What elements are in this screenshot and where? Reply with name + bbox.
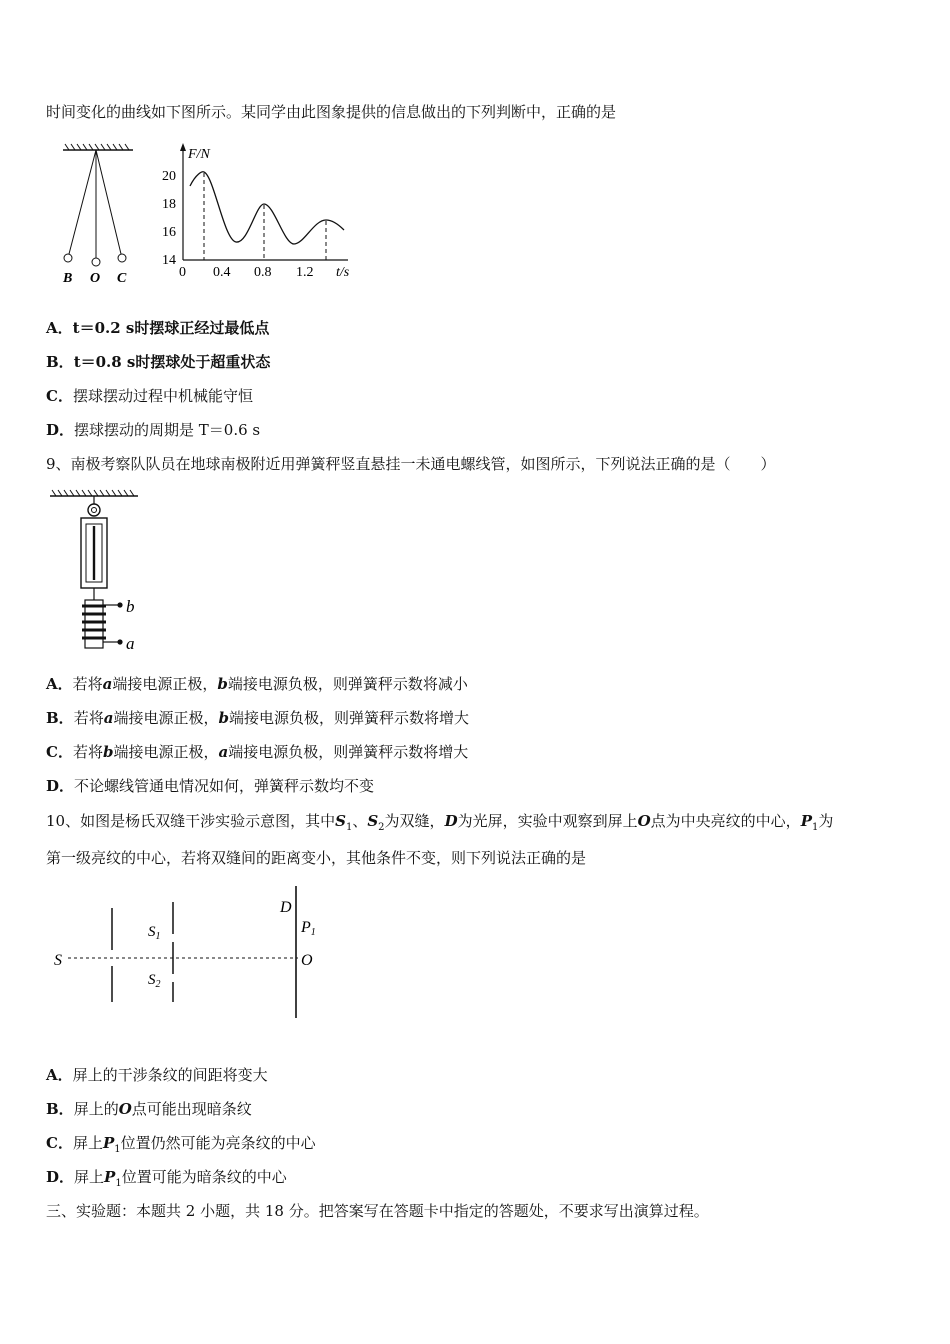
- p1-label: P1: [301, 919, 316, 938]
- q8-option-b[interactable]: B．t＝0.8 s时摆球处于超重状态: [46, 353, 271, 371]
- question-10-stem-line-2: 第一级亮纹的中心，若将双缝间的距离变小，其他条件不变，则下列说法正确的是: [46, 849, 587, 867]
- label-b: B: [63, 271, 73, 286]
- x-tick-0.4: 0.4: [213, 265, 231, 280]
- force-curve: [190, 172, 344, 244]
- slit-s1-label: $S_1$: [148, 924, 161, 942]
- q10-option-b[interactable]: B．屏上的O点可能出现暗条纹: [46, 1100, 252, 1118]
- q9-option-b[interactable]: B．若将a端接电源正极，b端接电源负极，则弹簧秤示数将增大: [46, 709, 469, 727]
- o-label: O: [301, 952, 313, 969]
- double-slit-figure: [48, 886, 338, 1026]
- x-tick-1.2: 1.2: [296, 265, 314, 280]
- x-tick-0.8: 0.8: [254, 265, 272, 280]
- question-9-stem: 9、南极考察队队员在地球南极附近用弹簧秤竖直悬挂一未通电螺线管，如图所示，下列说法正确的是（ ）: [46, 455, 776, 473]
- question-8-stem-continuation: 时间变化的曲线如下图所示。某同学由此图象提供的信息做出的下列判断中，正确的是: [46, 103, 617, 121]
- y-tick-14: 14: [162, 253, 176, 268]
- screen-d-label: D: [280, 899, 292, 916]
- q10-option-d[interactable]: D．屏上$P_1$位置可能为暗条纹的中心: [46, 1168, 287, 1189]
- pendulum-figure: [55, 140, 145, 290]
- y-tick-20: 20: [162, 169, 176, 184]
- terminal-b-label: b: [126, 597, 135, 616]
- y-tick-16: 16: [162, 225, 176, 240]
- label-o: O: [90, 271, 101, 286]
- spring-scale-solenoid-figure: [46, 488, 146, 656]
- x-tick-0: 0: [179, 265, 186, 280]
- y-tick-18: 18: [162, 197, 176, 212]
- q9-option-d[interactable]: D．不论螺线管通电情况如何，弹簧秤示数均不变: [46, 777, 375, 795]
- question-10-stem-line-1: 10、如图是杨氏双缝干涉实验示意图，其中$S_1$、$S_2$为双缝，D为光屏，实验中观察到屏上O点为中央亮纹的中心，$P_1$为: [46, 812, 834, 833]
- q8-option-a[interactable]: A．t＝0.2 s时摆球正经过最低点: [46, 319, 270, 337]
- q9-option-c[interactable]: C．若将b端接电源正极，a端接电源负极，则弹簧秤示数将增大: [46, 743, 469, 761]
- q8-option-d[interactable]: D．摆球摆动的周期是 T＝0.6 s: [46, 421, 261, 439]
- force-time-graph: [158, 140, 363, 285]
- section-3-heading: 三、实验题：本题共 2 小题，共 18 分。把答案写在答题卡中指定的答题处，不要求写出演算过程。: [46, 1202, 709, 1220]
- q10-option-a[interactable]: A．屏上的干涉条纹的间距将变大: [46, 1066, 268, 1084]
- q8-option-c[interactable]: C．摆球摆动过程中机械能守恒: [46, 387, 253, 405]
- slit-s2-label: $S_2$: [148, 972, 161, 990]
- y-axis-label: F/N: [188, 147, 210, 162]
- q9-option-a[interactable]: A．若将a端接电源正极，b端接电源负极，则弹簧秤示数将减小: [46, 675, 468, 693]
- q10-option-c[interactable]: C．屏上$P_1$位置仍然可能为亮条纹的中心: [46, 1134, 316, 1155]
- source-s-label: S: [54, 952, 62, 969]
- label-c: C: [117, 271, 127, 286]
- x-axis-label: t/s: [336, 265, 350, 280]
- terminal-a-label: a: [126, 634, 135, 653]
